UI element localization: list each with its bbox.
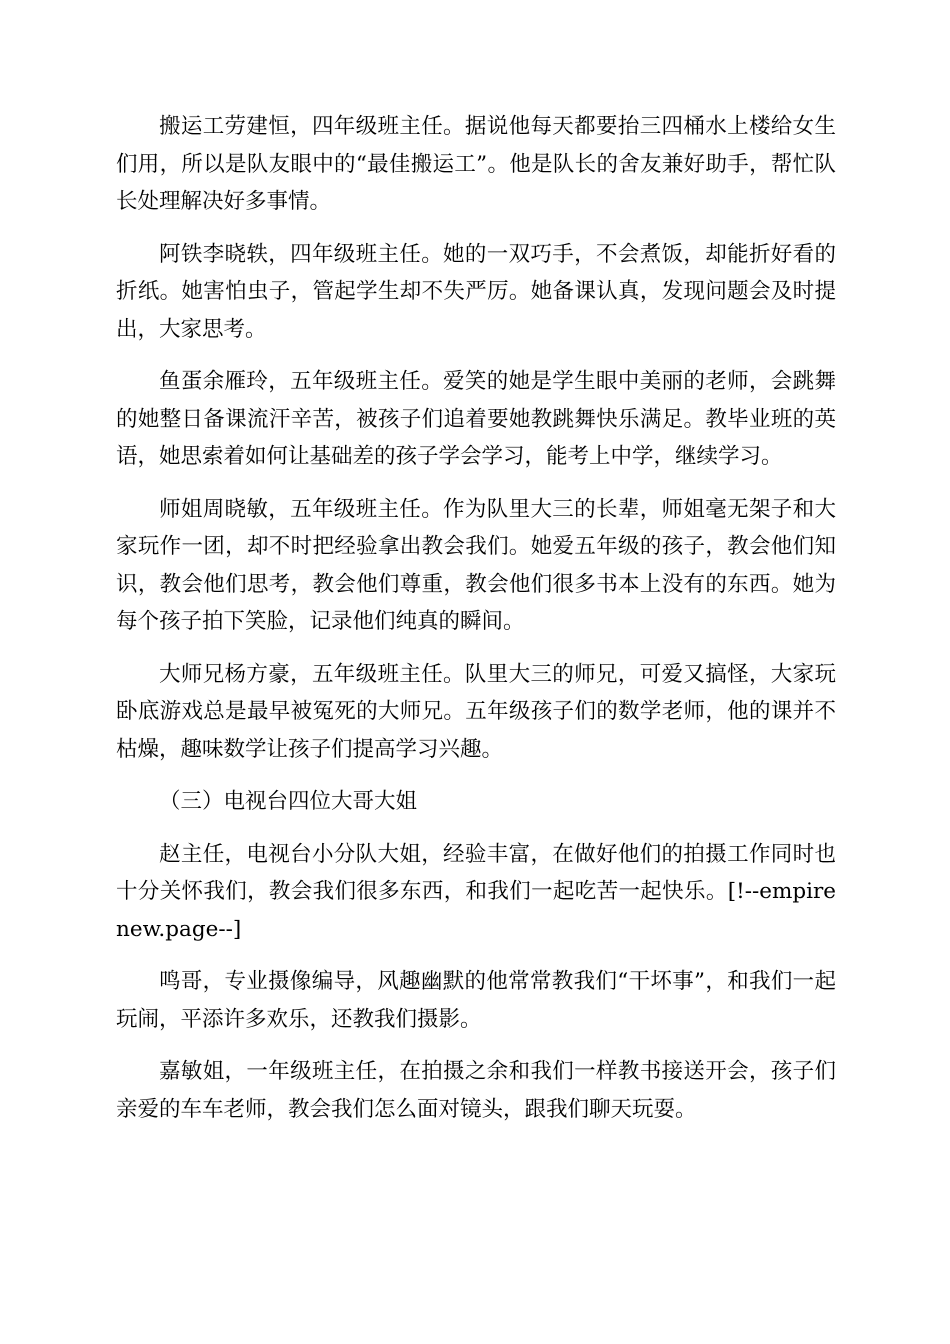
paragraph-yu-yanling: 鱼蛋余雁玲，五年级班主任。爱笑的她是学生眼中美丽的老师，会跳舞的她整日备课流汗辛苦，被孩子们追着要她教跳舞快乐满足。教毕业班的英语，她思索着如何让基础差的孩子学会学习，能考上中学，继续学习。 (116, 369, 836, 469)
paragraph-lao-jianheng: 搬运工劳建恒，四年级班主任。据说他每天都要抬三四桶水上楼给女生们用，所以是队友眼中的“最佳搬运工”。他是队长的舍友兼好助手，帮忙队长处理解决好多事情。 (116, 114, 836, 214)
paragraph-yang-fanghao: 大师兄杨方豪，五年级班主任。队里大三的师兄，可爱又搞怪，大家玩卧底游戏总是最早被冤死的大师兄。五年级孩子们的数学老师，他的课并不枯燥，趣味数学让孩子们提高学习兴趣。 (116, 661, 836, 762)
paragraph-ming-ge: 鸣哥，专业摄像编导，风趣幽默的他常常教我们“干坏事”，和我们一起玩闹，平添许多欢乐，还教我们摄影。 (116, 969, 836, 1032)
paragraph-director-zhao: 赵主任，电视台小分队大姐，经验丰富，在做好他们的拍摄工作同时也十分关怀我们，教会我们很多东西，和我们一起吃苦一起快乐。[!--empirenew.page--] (116, 841, 836, 942)
paragraph-jiamin: 嘉敏姐，一年级班主任，在拍摄之余和我们一样教书接送开会，孩子们亲爱的车车老师，教会我们怎么面对镜头，跟我们聊天玩耍。 (116, 1059, 836, 1122)
paragraph-zhou-xiaomin: 师姐周晓敏，五年级班主任。作为队里大三的长辈，师姐毫无架子和大家玩作一团，却不时把经验拿出教会我们。她爱五年级的孩子，教会他们知识，教会他们思考，教会他们尊重，教会他们很多书本上没有的东西。她为每个孩子拍下笑脸，记录他们纯真的瞬间。 (116, 496, 836, 634)
section-heading: （三）电视台四位大哥大姐 (159, 789, 418, 814)
document-page (116, 108, 836, 1143)
paragraph-li-xiaoyi: 阿铁李晓轶，四年级班主任。她的一双巧手，不会煮饭，却能折好看的折纸。她害怕虫子，管起学生却不失严厉。她备课认真，发现问题会及时提出，大家思考。 (116, 241, 836, 342)
